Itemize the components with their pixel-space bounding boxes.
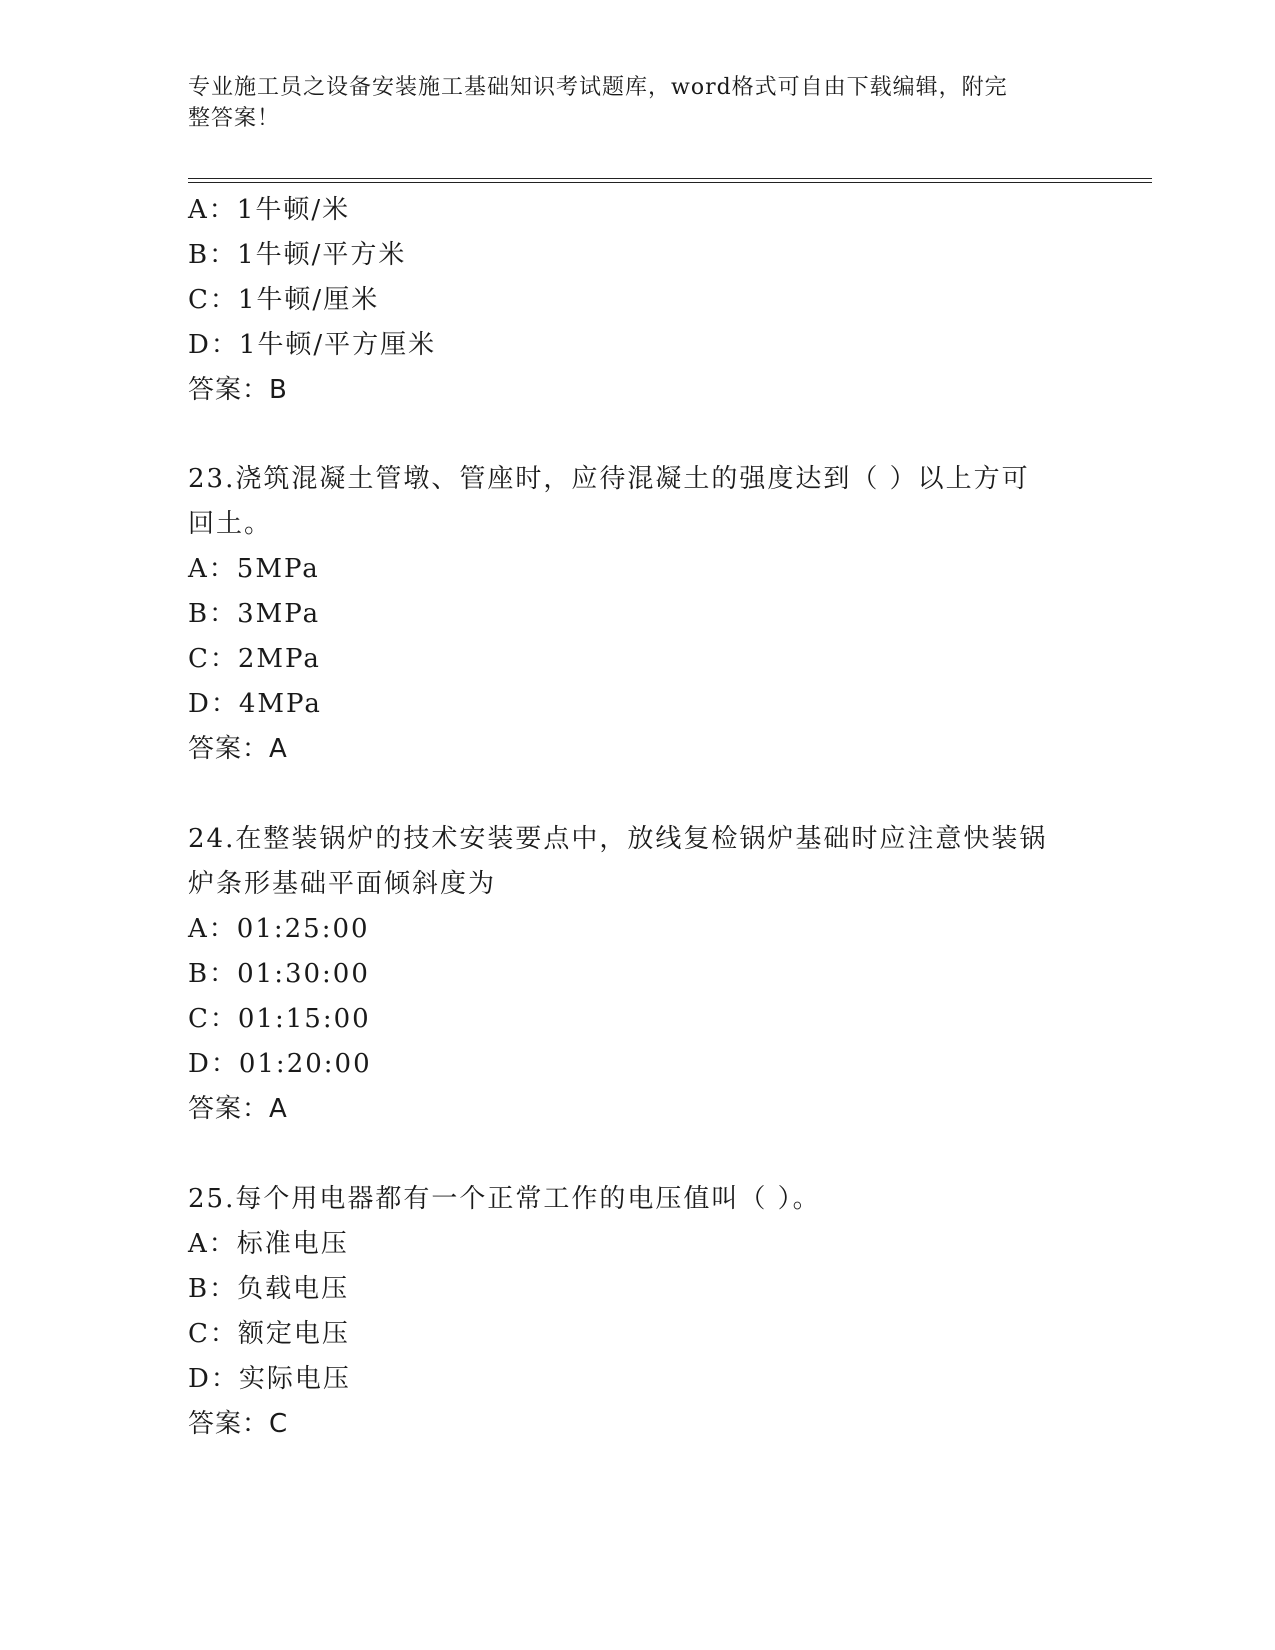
option-b: B：01:30:00 xyxy=(188,959,370,989)
option-a: A：1牛顿/米 xyxy=(188,195,351,225)
option-c: C：1牛顿/厘米 xyxy=(188,285,380,315)
option-c: C：额定电压 xyxy=(188,1319,350,1349)
option-d: D：实际电压 xyxy=(188,1364,351,1394)
answer-line: 答案：A xyxy=(188,734,288,764)
answer-line: 答案：C xyxy=(188,1409,289,1439)
option-c: C：2MPa xyxy=(188,644,321,674)
header-divider-top xyxy=(188,178,1152,179)
question-stem-line: 炉条形基础平面倾斜度为 xyxy=(188,869,497,899)
option-b: B：负载电压 xyxy=(188,1274,350,1304)
answer-line: 答案：A xyxy=(188,1094,288,1124)
question-stem-line: 25.每个用电器都有一个正常工作的电压值叫（ ）。 xyxy=(188,1184,821,1214)
option-b: B：3MPa xyxy=(188,599,321,629)
option-a: A：标准电压 xyxy=(188,1229,349,1259)
option-c: C：01:15:00 xyxy=(188,1004,371,1034)
option-d: D：4MPa xyxy=(188,689,322,719)
question-stem-line: 回土。 xyxy=(188,509,273,539)
question-stem-line: 24.在整装锅炉的技术安装要点中，放线复检锅炉基础时应注意快装锅 xyxy=(188,824,1048,854)
option-a: A：01:25:00 xyxy=(188,914,370,944)
header-divider-bottom xyxy=(188,182,1152,183)
question-stem-line: 23.浇筑混凝土管墩、管座时，应待混凝土的强度达到（ ）以上方可 xyxy=(188,464,1030,494)
option-d: D：1牛顿/平方厘米 xyxy=(188,330,437,360)
header-line-2: 整答案！ xyxy=(188,106,281,131)
option-b: B：1牛顿/平方米 xyxy=(188,240,407,270)
option-a: A：5MPa xyxy=(188,554,320,584)
header-line-1: 专业施工员之设备安装施工基础知识考试题库，word格式可自由下载编辑，附完 xyxy=(188,75,1008,100)
option-d: D：01:20:00 xyxy=(188,1049,372,1079)
document-header xyxy=(188,72,1068,134)
answer-line: 答案：B xyxy=(188,375,288,405)
